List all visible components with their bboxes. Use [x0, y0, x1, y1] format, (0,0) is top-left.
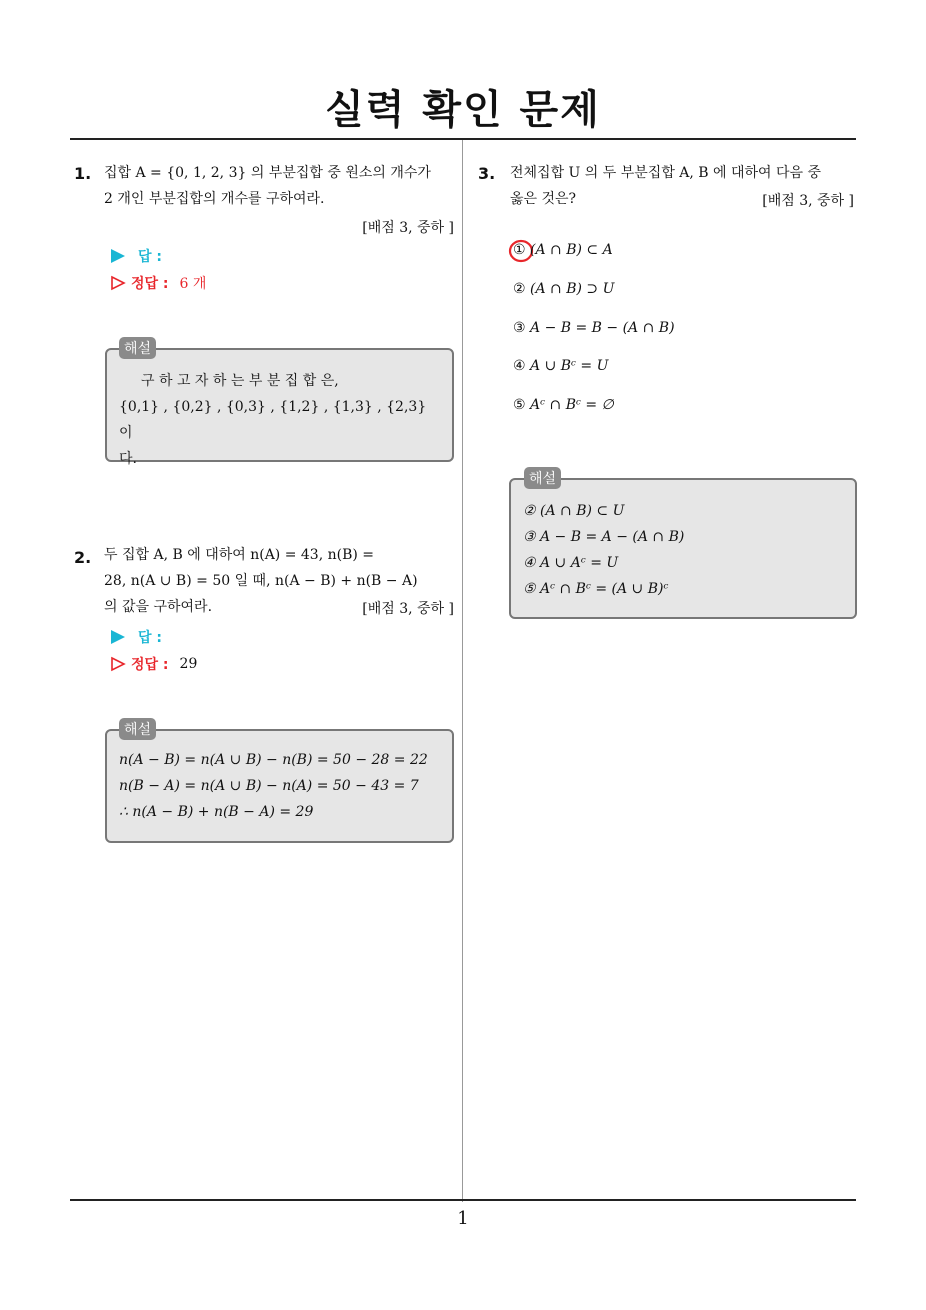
explanation-tag: 해설 — [524, 467, 561, 489]
explanation-line: 구 하 고 자 하 는 부 분 집 합 은, — [141, 373, 339, 389]
score-meta: [배점 3, 중하 ] — [362, 220, 454, 236]
option-text: A ∪ Bᶜ = U — [530, 358, 609, 374]
explanation-line: ⑤ Aᶜ ∩ Bᶜ = (A ∪ B)ᶜ — [523, 581, 669, 597]
play-arrow-icon — [110, 629, 126, 645]
option-3[interactable] — [513, 320, 675, 336]
column-divider — [462, 140, 463, 1202]
explanation-box — [509, 478, 857, 619]
explanation-tag: 해설 — [119, 718, 156, 740]
question-text — [104, 160, 456, 212]
play-arrow-icon — [110, 248, 126, 264]
answer-label: 답 : — [138, 249, 162, 265]
question-number: 1. — [74, 164, 92, 183]
score-meta: [배점 3, 중하 ] — [762, 193, 854, 209]
correct-label: 정답 : — [131, 657, 169, 673]
correct-value-text: 6 개 — [179, 276, 207, 292]
explanation-line: n(A − B) = n(A ∪ B) − n(B) = 50 − 28 = 22 — [119, 752, 428, 768]
explanation-tag: 해설 — [119, 337, 156, 359]
explanation-line: ③ A − B = A − (A ∩ B) — [523, 529, 685, 545]
answer-row — [110, 627, 162, 647]
correct-row — [110, 654, 197, 674]
correct-value: 29 — [179, 656, 198, 672]
explanation-box — [105, 729, 454, 843]
question-line: 두 집합 A, B 에 대하여 n(A) = 43, n(B) = — [104, 547, 375, 563]
question-line: 옳은 것은? — [510, 191, 577, 207]
question-line: 28, n(A ∪ B) = 50 일 때, n(A − B) + n(B − A) — [104, 573, 418, 589]
option-4[interactable] — [513, 358, 608, 374]
page-title: 실력 확인 문제 — [325, 87, 601, 133]
explanation-line: ∴ n(A − B) + n(B − A) = 29 — [119, 804, 314, 820]
explanation-line: ② (A ∩ B) ⊂ U — [523, 503, 625, 519]
option-text: A − B = B − (A ∩ B) — [530, 320, 675, 336]
option-number: ④ — [513, 358, 526, 374]
option-2[interactable] — [513, 281, 614, 297]
explanation-line: ④ A ∪ Aᶜ = U — [523, 555, 619, 571]
answer-row — [110, 246, 162, 266]
question-line: 2 개인 부분집합의 개수를 구하여라. — [104, 191, 325, 207]
option-5[interactable] — [513, 397, 614, 413]
option-number: ② — [513, 281, 526, 297]
option-number: ① — [513, 242, 526, 258]
explanation-line: 다. — [119, 451, 137, 467]
option-text: Aᶜ ∩ Bᶜ = ∅ — [530, 397, 614, 413]
explanation-box — [105, 348, 454, 467]
question-line: 의 값을 구하여라. — [104, 599, 213, 615]
explanation-line: {0,1} , {0,2} , {0,3} , {1,2} , {1,3} , {2,3} 이 — [119, 399, 427, 441]
question-number: 3. — [478, 164, 496, 183]
explanation-line: n(B − A) = n(A ∪ B) − n(A) = 50 − 43 = 7 — [119, 778, 419, 794]
question-number: 2. — [74, 548, 92, 567]
option-text: (A ∩ B) ⊃ U — [530, 281, 615, 297]
outline-arrow-icon — [110, 656, 126, 672]
score-meta: [배점 3, 중하 ] — [362, 601, 454, 617]
option-text: (A ∩ B) ⊂ A — [530, 242, 613, 258]
question-line: 집합 A = {0, 1, 2, 3} 의 부분집합 중 원소의 개수가 — [104, 165, 431, 181]
option-number: ⑤ — [513, 397, 526, 413]
footer-divider — [70, 1199, 856, 1201]
correct-value — [180, 273, 207, 293]
question-line: 전체집합 U 의 두 부분집합 A, B 에 대하여 다음 중 — [510, 165, 822, 181]
correct-row — [110, 273, 206, 293]
option-1[interactable] — [513, 242, 613, 258]
page-number: 1 — [457, 1208, 469, 1229]
outline-arrow-icon — [110, 275, 126, 291]
option-number: ③ — [513, 320, 526, 336]
correct-label: 정답 : — [131, 276, 169, 292]
answer-label: 답 : — [138, 630, 162, 646]
